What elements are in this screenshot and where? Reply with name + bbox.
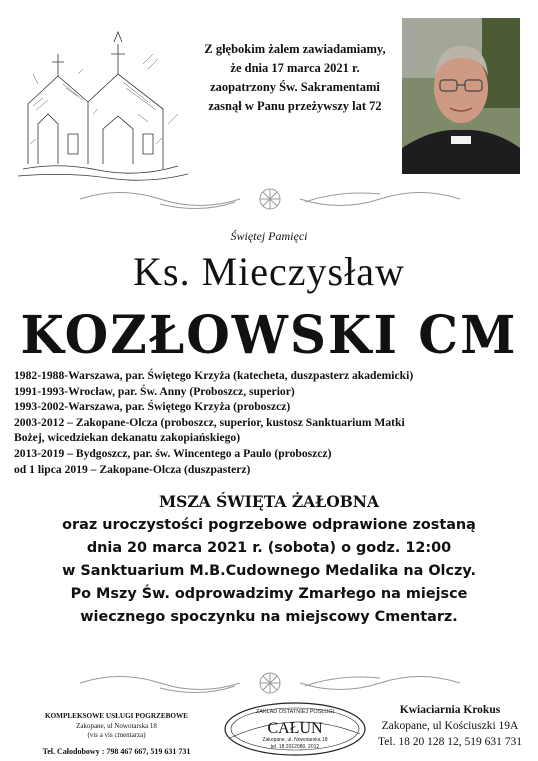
florist-contact (362, 702, 538, 750)
mass-line: dnia 20 marca 2021 r. (sobota) o godz. 12:00 (86, 540, 452, 556)
logo-name-text: CAŁUN (267, 720, 323, 737)
mass-line: oraz uroczystości pogrzebowe odprawione zostaną (62, 517, 476, 533)
church-sketch-image (18, 14, 188, 184)
bio-line: 1991-1993-Wrocław, par. Św. Anny (Proboszcz, superior) (14, 384, 295, 398)
funeral-mass-info (0, 490, 538, 629)
calun-logo (222, 700, 368, 758)
bio-line: od 1 lipca 2019 – Zakopane-Olcza (duszpasterz) (14, 462, 251, 476)
intro-line: Z głębokim żalem zawiadamiamy, (204, 42, 386, 56)
bio-line: Bożej, wicedziekan dekanatu zakopiańskiego) (14, 431, 241, 445)
deceased-surname: KOZŁOWSKI CM (20, 303, 518, 366)
bio-line: 2013-2019 – Bydgoszcz, par. św. Wincentego a Paulo (proboszcz) (14, 446, 332, 460)
intro-line: zasnął w Panu przeżywszy lat 72 (208, 99, 382, 113)
mass-line: wiecznego spoczynku na miejscowy Cmentarz. (80, 609, 458, 625)
biography-list (14, 368, 529, 477)
deceased-portrait-photo (402, 18, 520, 174)
memory-label: Świętej Pamięci (230, 229, 308, 243)
funeral-services-address: Zakopane, ul Nowotarska 18 (76, 721, 157, 730)
florist-address: Zakopane, ul Kościuszki 19A (381, 720, 519, 732)
deceased-title-name: Ks. Mieczysław (133, 249, 405, 294)
funeral-services-phone: Tel. Całodobowy : 798 467 667, 519 631 731 (42, 746, 191, 756)
bio-line: 1982-1988-Warszawa, par. Świętego Krzyża (katecheta, duszpasterz akademicki) (14, 369, 414, 382)
ornament-divider (60, 184, 480, 214)
intro-line: że dnia 17 marca 2021 r. (230, 61, 360, 75)
florist-heading: Kwiaciarnia Krokus (399, 704, 501, 716)
mass-line: Po Mszy Św. odprowadzimy Zmarłego na miejsce (70, 586, 468, 602)
funeral-services-heading: KOMPLEKSOWE USŁUGI POGRZEBOWE (45, 712, 188, 720)
mass-title: MSZA ŚWIĘTA ŻAŁOBNA (158, 492, 379, 511)
bio-line: 2003-2012 – Zakopane-Olcza (proboszcz, superior, kustosz Sanktuarium Matki (14, 415, 405, 429)
logo-phone-text: tel. 18 2012080, 2012 (270, 744, 320, 750)
mass-line: w Sanktuarium M.B.Cudownego Medalika na Olczy. (62, 563, 476, 579)
funeral-services-contact (14, 712, 219, 756)
florist-phone: Tel. 18 20 128 12, 519 631 731 (378, 736, 522, 748)
announcement-intro (180, 40, 410, 116)
intro-line: zaopatrzony Św. Sakramentami (210, 80, 380, 94)
ornament-divider (60, 668, 480, 698)
funeral-services-note: (vis a vis cmentarza) (87, 731, 146, 739)
logo-top-text: ZAKŁAD OSTATNIEJ POSŁUGI (255, 709, 335, 715)
bio-line: 1993-2002-Warszawa, par. Świętego Krzyża (proboszcz) (14, 400, 291, 414)
logo-address-text: Zakopane, ul. Nowotarska 18 (262, 737, 328, 743)
